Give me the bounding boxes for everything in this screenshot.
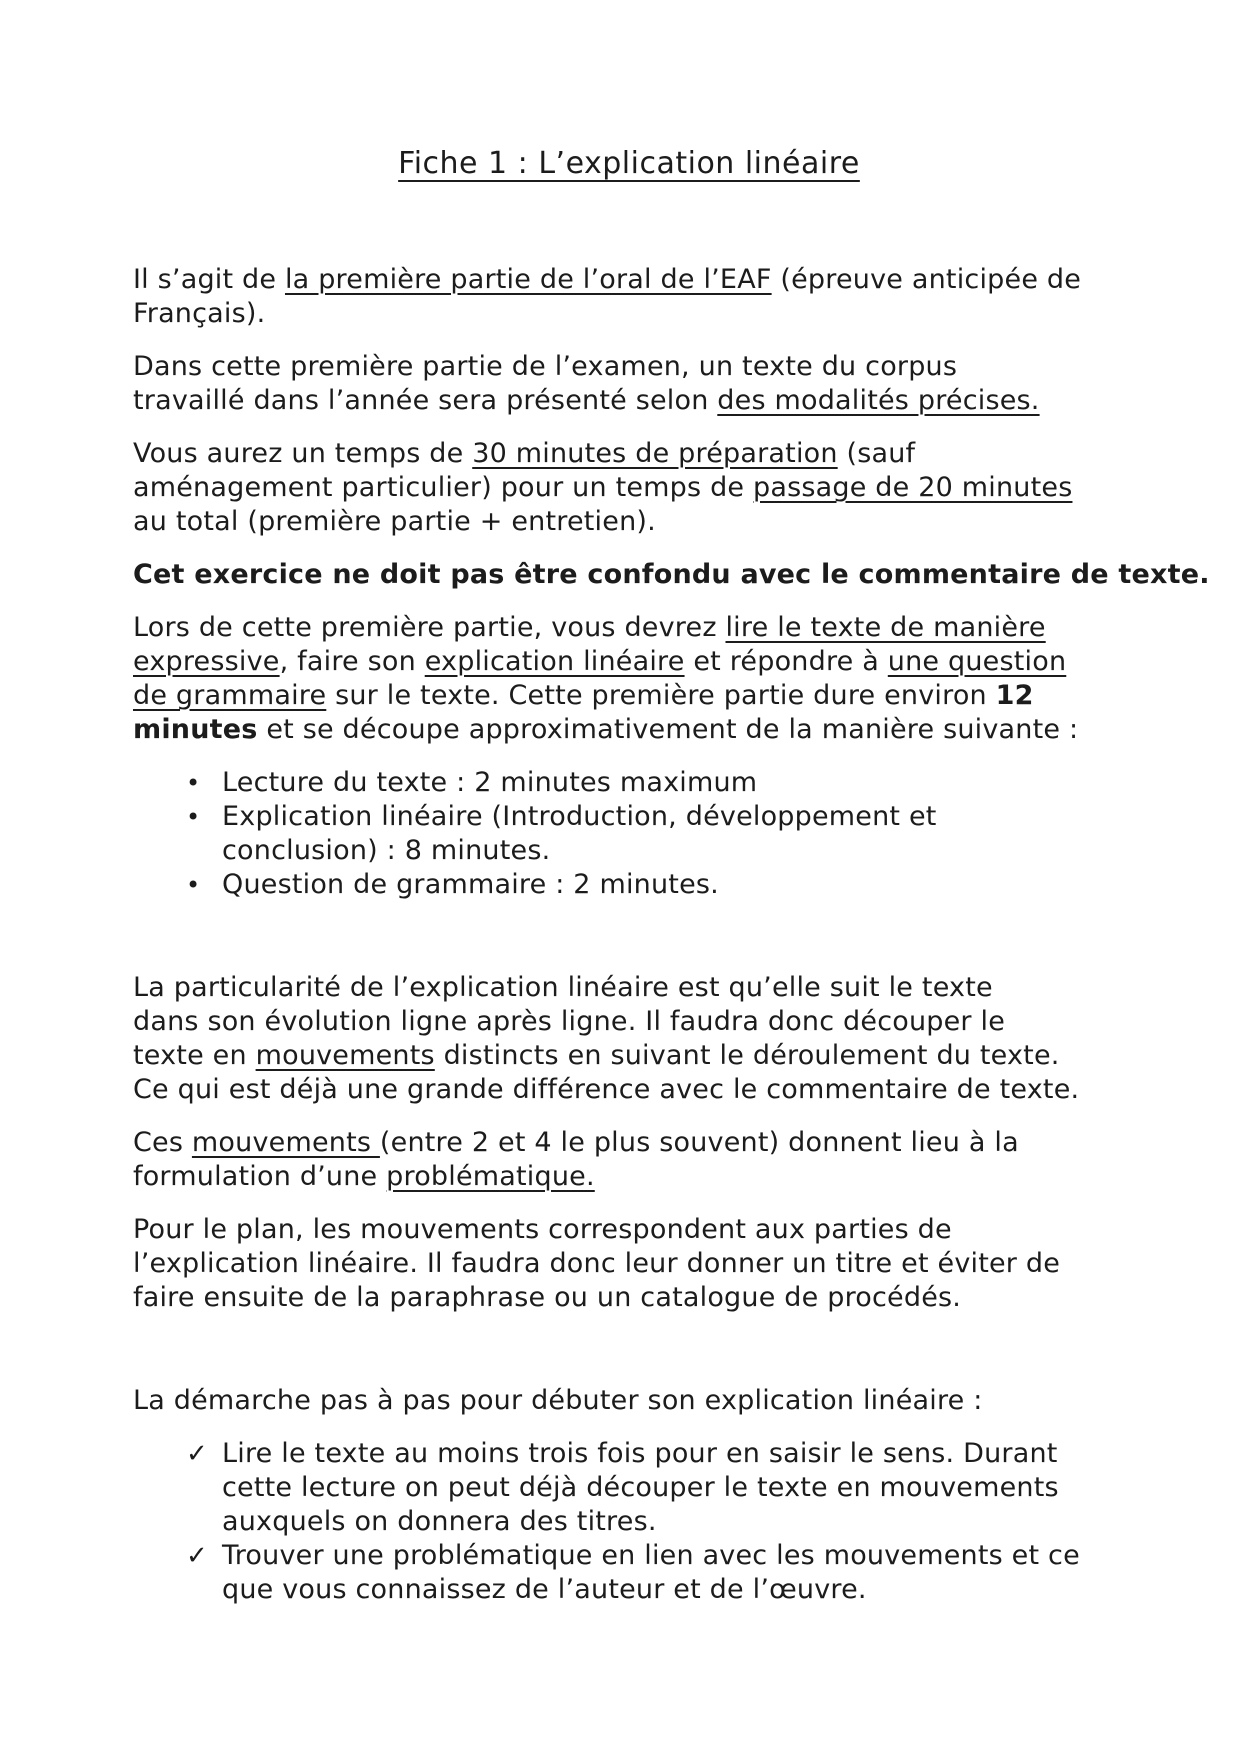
text-segment: des modalités précises. bbox=[717, 385, 1040, 416]
text-segment: auxquels on donnera des titres. bbox=[222, 1506, 657, 1537]
paragraph-spacer bbox=[133, 1334, 1125, 1384]
text-segment: Question de grammaire : 2 minutes. bbox=[222, 869, 719, 900]
text-line bbox=[222, 1573, 1125, 1607]
text-segment: mouvements bbox=[191, 1127, 380, 1158]
check-icon: ✓ bbox=[186, 1439, 208, 1469]
text-segment: La particularité de l’explication linéaire est qu’elle suit le texte bbox=[133, 972, 993, 1003]
text-line bbox=[133, 971, 1125, 1005]
text-line bbox=[133, 384, 1125, 418]
text-segment: explication linéaire bbox=[424, 646, 685, 677]
text-line bbox=[133, 297, 1125, 331]
list-item-text bbox=[222, 1437, 1125, 1539]
text-segment: Vous aurez un temps de bbox=[133, 438, 473, 469]
text-line bbox=[133, 611, 1125, 645]
text-segment: que vous connaissez de l’auteur et de l’œuvre. bbox=[222, 1574, 867, 1605]
list-item bbox=[133, 800, 1125, 868]
text-segment: , faire son bbox=[279, 646, 425, 677]
text-line bbox=[133, 1281, 1125, 1315]
paragraph bbox=[133, 971, 1125, 1107]
text-segment: passage de 20 minutes bbox=[753, 472, 1073, 503]
text-line bbox=[222, 1539, 1125, 1573]
text-segment: Trouver une problématique en lien avec les mouvements et ce bbox=[222, 1540, 1080, 1571]
list-item-text bbox=[222, 766, 1125, 800]
text-segment: de grammaire bbox=[133, 680, 327, 711]
paragraph bbox=[133, 558, 1210, 592]
text-line bbox=[133, 350, 1125, 384]
document-title-text: Fiche 1 : L’explication linéaire bbox=[398, 146, 860, 181]
text-line bbox=[133, 1005, 1125, 1039]
text-line bbox=[133, 437, 1125, 471]
text-segment: texte en bbox=[133, 1040, 256, 1071]
check-list bbox=[133, 1437, 1125, 1607]
text-line bbox=[133, 1247, 1125, 1281]
paragraph bbox=[133, 263, 1125, 331]
text-line bbox=[133, 263, 1125, 297]
paragraph-spacer bbox=[133, 921, 1125, 971]
text-segment: lire le texte de manière bbox=[725, 612, 1046, 643]
text-segment: sur le texte. Cette première partie dure environ bbox=[326, 680, 996, 711]
text-line bbox=[133, 505, 1125, 539]
list-item bbox=[133, 766, 1125, 800]
list-item-text bbox=[222, 868, 1125, 902]
text-line bbox=[133, 1039, 1125, 1073]
text-line bbox=[133, 1073, 1125, 1107]
text-segment: La démarche pas à pas pour débuter son explication linéaire : bbox=[133, 1385, 983, 1416]
text-segment: 12 bbox=[995, 680, 1034, 711]
text-segment: cette lecture on peut déjà découper le texte en mouvements bbox=[222, 1472, 1059, 1503]
text-segment: Dans cette première partie de l’examen, un texte du corpus bbox=[133, 351, 958, 382]
text-segment: Lecture du texte : 2 minutes maximum bbox=[222, 767, 758, 798]
text-segment: formulation d’une bbox=[133, 1161, 387, 1192]
paragraph bbox=[133, 611, 1125, 747]
text-line bbox=[133, 558, 1210, 592]
text-line bbox=[222, 800, 1125, 834]
text-line bbox=[222, 766, 1125, 800]
text-segment: (épreuve anticipée de bbox=[771, 264, 1082, 295]
text-segment: (sauf bbox=[837, 438, 916, 469]
text-line bbox=[133, 1160, 1125, 1194]
text-segment: dans son évolution ligne après ligne. Il faudra donc découper le bbox=[133, 1006, 1006, 1037]
text-line bbox=[222, 868, 1125, 902]
text-segment: Explication linéaire (Introduction, développement et bbox=[222, 801, 937, 832]
paragraph bbox=[133, 437, 1125, 539]
text-segment: Lire le texte au moins trois fois pour en saisir le sens. Durant bbox=[222, 1438, 1058, 1469]
list-item-text bbox=[222, 800, 1125, 868]
text-line bbox=[133, 713, 1125, 747]
document-body bbox=[133, 263, 1210, 1607]
text-segment: une question bbox=[887, 646, 1067, 677]
list-item bbox=[133, 1437, 1125, 1539]
check-icon: ✓ bbox=[186, 1541, 208, 1571]
paragraph bbox=[133, 1384, 1125, 1418]
text-line bbox=[133, 679, 1125, 713]
list-item bbox=[133, 868, 1125, 902]
text-segment: travaillé dans l’année sera présenté selon bbox=[133, 385, 718, 416]
text-segment: aménagement particulier) pour un temps de bbox=[133, 472, 753, 503]
text-segment: Français). bbox=[133, 298, 266, 329]
text-line bbox=[222, 1505, 1125, 1539]
document-title bbox=[133, 143, 1125, 185]
paragraph bbox=[133, 1126, 1125, 1194]
text-segment: problématique. bbox=[386, 1161, 595, 1192]
text-segment: 30 minutes de préparation bbox=[472, 438, 838, 469]
text-line bbox=[133, 645, 1125, 679]
document-content bbox=[133, 143, 1210, 1626]
list-item bbox=[133, 1539, 1125, 1607]
text-segment: la première partie de l’oral de l’EAF bbox=[284, 264, 772, 295]
bullet-list bbox=[133, 766, 1125, 902]
text-segment: Pour le plan, les mouvements correspondent aux parties de bbox=[133, 1214, 952, 1245]
bullet-icon: • bbox=[186, 871, 201, 899]
text-segment: et se découpe approximativement de la manière suivante : bbox=[257, 714, 1079, 745]
text-segment: Ce qui est déjà une grande différence avec le commentaire de texte. bbox=[133, 1074, 1080, 1105]
text-segment: Il s’agit de bbox=[133, 264, 285, 295]
text-segment: Cet exercice ne doit pas être confondu avec le commentaire de texte. bbox=[133, 559, 1210, 590]
text-line bbox=[133, 1126, 1125, 1160]
text-segment: mouvements bbox=[255, 1040, 435, 1071]
text-segment: au total (première partie + entretien). bbox=[133, 506, 656, 537]
bullet-icon: • bbox=[186, 769, 201, 797]
text-segment: expressive bbox=[133, 646, 280, 677]
text-line bbox=[222, 1471, 1125, 1505]
text-segment: Lors de cette première partie, vous devrez bbox=[133, 612, 726, 643]
text-segment: minutes bbox=[133, 714, 258, 745]
text-segment: Ces bbox=[133, 1127, 192, 1158]
text-segment: l’explication linéaire. Il faudra donc leur donner un titre et éviter de bbox=[133, 1248, 1061, 1279]
text-line bbox=[222, 1437, 1125, 1471]
text-segment: distincts en suivant le déroulement du texte. bbox=[434, 1040, 1060, 1071]
text-line bbox=[133, 1213, 1125, 1247]
paragraph bbox=[133, 350, 1125, 418]
text-line bbox=[222, 834, 1125, 868]
text-line bbox=[133, 1384, 1125, 1418]
text-line bbox=[133, 471, 1125, 505]
bullet-icon: • bbox=[186, 803, 201, 831]
text-segment: faire ensuite de la paraphrase ou un catalogue de procédés. bbox=[133, 1282, 962, 1313]
text-segment: conclusion) : 8 minutes. bbox=[222, 835, 551, 866]
list-item-text bbox=[222, 1539, 1125, 1607]
text-segment: et répondre à bbox=[684, 646, 888, 677]
text-segment: (entre 2 et 4 le plus souvent) donnent lieu à la bbox=[379, 1127, 1019, 1158]
paragraph bbox=[133, 1213, 1125, 1315]
